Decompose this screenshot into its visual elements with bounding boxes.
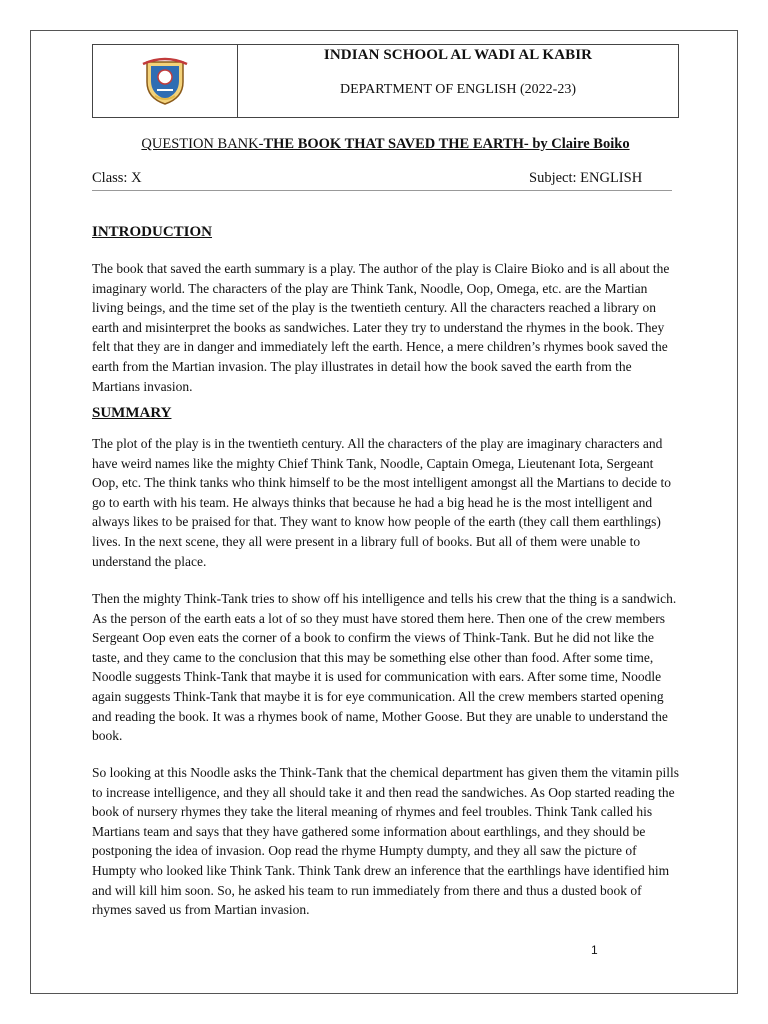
logo-cell xyxy=(93,45,238,117)
header-title-cell xyxy=(238,45,678,117)
header-table xyxy=(92,44,679,118)
class-info-line xyxy=(92,170,672,191)
summary-paragraph-3: So looking at this Noodle asks the Think-Tank that the chemical department has given them the vitamin pills to increase intelligence, and they all should take it and then read the sandwiches. As Oop started reading the book of nursery rhymes they take the literal meaning of rhymes and feel troubles. Think Tank called his Martians team and says that they have gathered some information about earthlings, and they should be postponing the idea of invasion. Oop read the rhyme Humpty dumpty, and they all saw the picture of Humpty who looked like Think Tank. Think Tank drew an inference that the earthlings have identified him and will kill him soon. So, he asked his team to run immediately from there and thus a dusted book of rhymes saved us from Martian invasion. xyxy=(92,765,680,918)
summary-paragraph-2: Then the mighty Think-Tank tries to show off his intelligence and tells his crew that the thing is a sandwich. As the person of the earth eats a lot of so they must have stored them here. Then one of the crew members Sergeant Oop even eats the corner of a book to confirm the views of Think-Tank. But he did not like the taste, and they came to the conclusion that this may be something else other than food. After some time, Noodle suggests Think-Tank that maybe it is used for communication with ears. After some time, Noodle again suggests Think-Tank that maybe it is for eye communication. All the crew members started opening and reading the book. It was a rhymes book of name, Mother Goose. But they are unable to understand the book. xyxy=(92,591,677,744)
school-crest-icon xyxy=(137,56,193,106)
question-bank-book-title: THE BOOK THAT SAVED THE EARTH- by Claire Boiko xyxy=(263,136,630,152)
subject-label: Subject: ENGLISH xyxy=(529,170,643,186)
school-name: INDIAN SCHOOL AL WADI AL KABIR xyxy=(323,47,593,63)
page-number: 1 xyxy=(591,943,598,957)
question-bank-title xyxy=(92,136,679,153)
class-label: Class: X xyxy=(92,170,142,186)
summary-paragraph-1: The plot of the play is in the twentieth century. All the characters of the play are imaginary characters and have weird names like the mighty Chief Think Tank, Noodle, Captain Omega, Lieutenant Iota, Sergeant Oop, etc. The think tanks who think himself to be the most intelligent amongst all the Martians to decide to go to earth with his team. He always thinks that because he had a big head he is the most intelligent and always likes to be praised for that. They want to know how people of the earth (they call them earthlings) lives. In the next scene, they all were present in a library full of books. But all of them were unable to understand the place. xyxy=(92,436,672,569)
introduction-paragraph: The book that saved the earth summary is a play. The author of the play is Claire Bioko and is all about the imaginary world. The characters of the play are Think Tank, Noodle, Oop, Omega, etc. are the Martian living beings, and the time set of the play is the twentieth century. All the characters reached a library on earth and misinterpret the books as sandwiches. Later they try to understand the rhymes in the book. They felt that they are in danger and immediately left the earth. Hence, a mere children’s rhymes book saved the earth from the Martian invasion. The play illustrates in detail how the book saved the earth from the Martians invasion. xyxy=(92,261,670,394)
summary-heading: SUMMARY xyxy=(92,405,172,421)
introduction-heading: INTRODUCTION xyxy=(92,224,213,240)
question-bank-prefix: QUESTION BANK- xyxy=(141,136,264,152)
department-name: DEPARTMENT OF ENGLISH (2022-23) xyxy=(340,82,576,97)
